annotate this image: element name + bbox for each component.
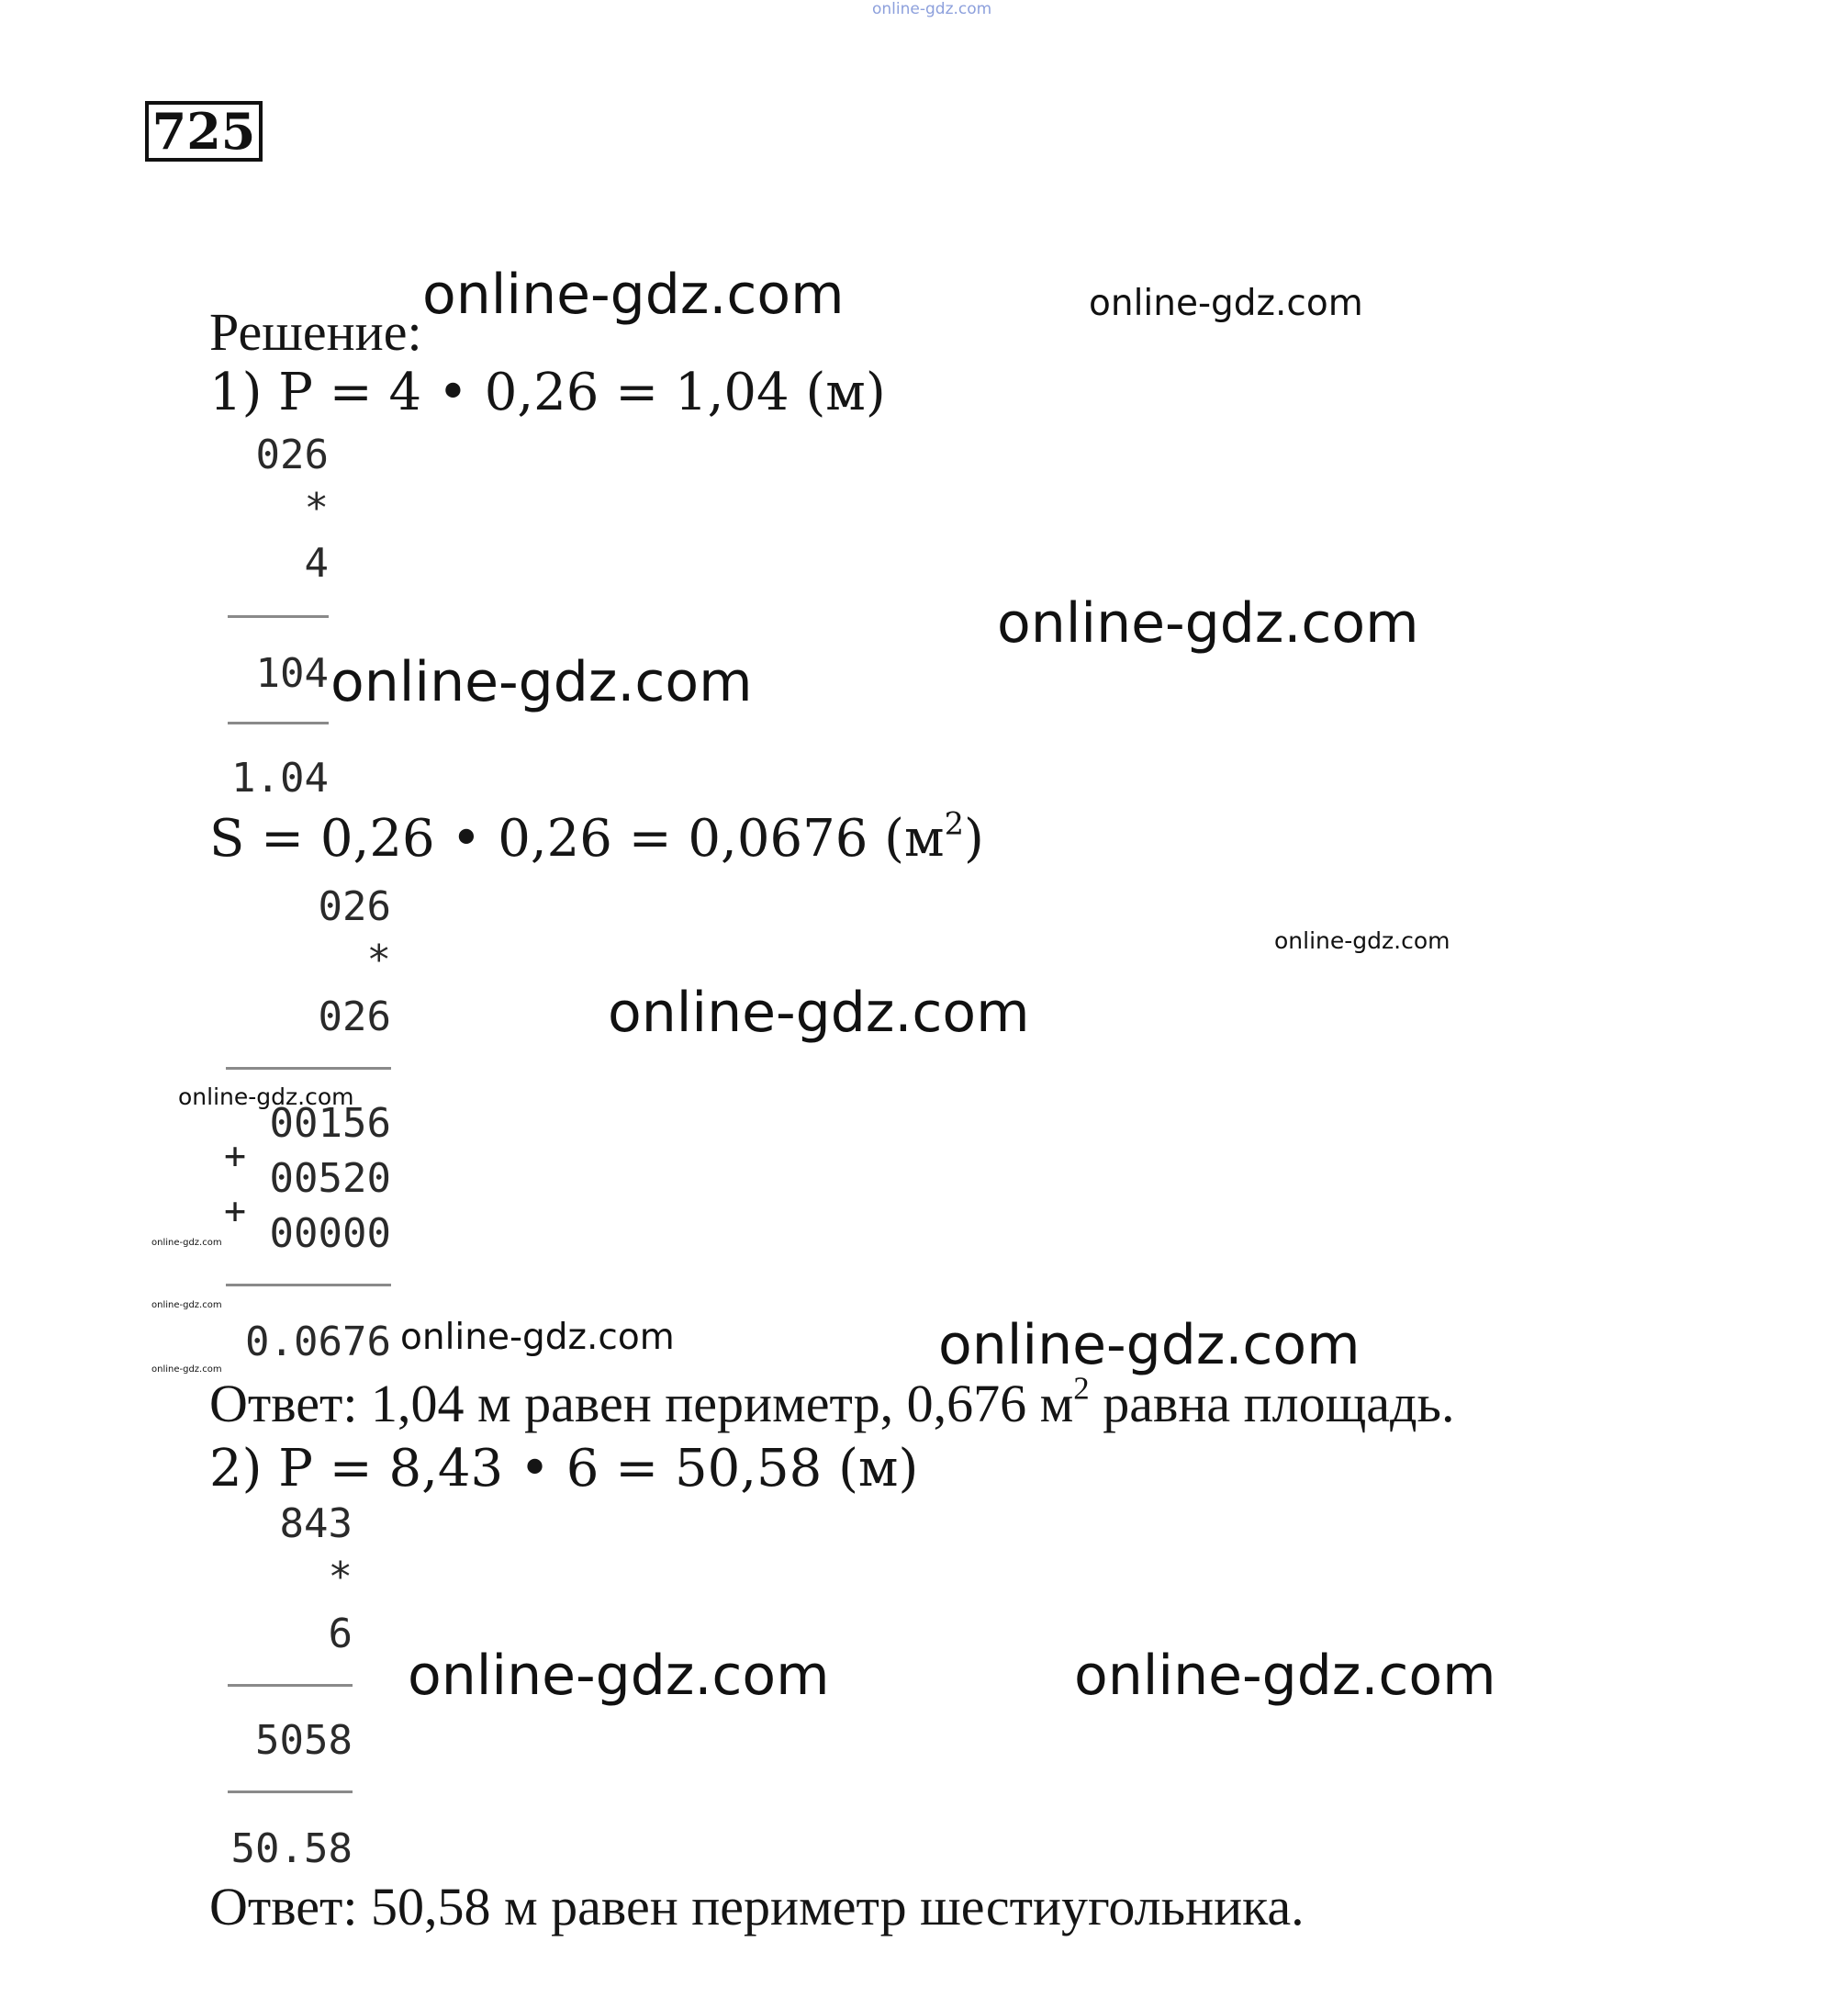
perimeter-equation-2: 2) P = 8,43 • 6 = 50,58 (м) (209, 1439, 919, 1498)
calc1-rule-2 (228, 722, 329, 724)
answer-1-exponent: 2 (1073, 1370, 1090, 1407)
answer-1-main: Ответ: 1,04 м равен периметр, 0,676 м (209, 1374, 1074, 1433)
watermark: online-gdz.com (151, 1300, 222, 1310)
watermark: online-gdz.com (608, 981, 1030, 1045)
watermark: online-gdz.com (151, 1364, 222, 1375)
watermark: online-gdz.com (330, 650, 753, 714)
problem-number: 725 (145, 101, 263, 162)
calc3-rule-2 (228, 1790, 353, 1793)
calc3-multiplier: 6 (328, 1611, 353, 1657)
calc1-result: 1.04 (231, 755, 329, 802)
watermark: online-gdz.com (1089, 283, 1363, 324)
calc1-multiplicand: 026 (255, 432, 329, 478)
calc1-multiplier: 4 (304, 540, 329, 587)
watermark: online-gdz.com (1274, 927, 1450, 954)
answer-1 (209, 1370, 1455, 1433)
watermark: online-gdz.com (151, 1238, 222, 1248)
calc2-partial-3: 00000 (269, 1210, 391, 1257)
watermark: online-gdz.com (178, 1083, 354, 1110)
calc1-product: 104 (255, 650, 329, 697)
area-equation-exponent: 2 (944, 805, 964, 842)
watermark: online-gdz.com (408, 1644, 830, 1708)
calc3-multiplicand: 843 (279, 1500, 353, 1547)
calc1-operator: * (304, 485, 329, 532)
area-equation (209, 805, 984, 869)
watermark: online-gdz.com (1074, 1644, 1496, 1708)
calc2-multiplier: 026 (318, 993, 391, 1040)
calc2-partial-2: 00520 (269, 1155, 391, 1202)
perimeter-equation-1: 1) P = 4 • 0,26 = 1,04 (м) (209, 363, 886, 422)
calc2-result: 0.0676 (245, 1319, 391, 1365)
calc3-operator: * (328, 1554, 353, 1600)
area-equation-main: S = 0,26 • 0,26 = 0,0676 (м (209, 809, 945, 869)
calc3-result: 50.58 (230, 1825, 353, 1872)
answer-2: Ответ: 50,58 м равен периметр шестиугольника. (209, 1877, 1305, 1936)
answer-1-end: равна площадь. (1089, 1374, 1455, 1433)
calc1-rule-1 (228, 615, 329, 618)
calc2-plus-2: + (224, 1190, 247, 1232)
watermark: online-gdz.com (997, 591, 1419, 656)
watermark: online-gdz.com (400, 1317, 675, 1358)
calc2-plus-1: + (224, 1135, 247, 1177)
calc3-rule-1 (228, 1684, 353, 1687)
calc2-rule-2 (226, 1284, 391, 1286)
calc2-rule-1 (226, 1067, 391, 1070)
calc2-partial-1: 00156 (269, 1100, 391, 1147)
calc2-multiplicand: 026 (318, 883, 391, 930)
area-equation-end: ) (963, 809, 984, 869)
watermark: online-gdz.com (938, 1313, 1361, 1377)
solution-heading: Решение: (209, 302, 422, 362)
calc3-product: 5058 (255, 1717, 353, 1764)
calc2-operator: * (366, 937, 391, 983)
site-mark: online-gdz.com (872, 0, 992, 18)
watermark: online-gdz.com (422, 263, 845, 327)
